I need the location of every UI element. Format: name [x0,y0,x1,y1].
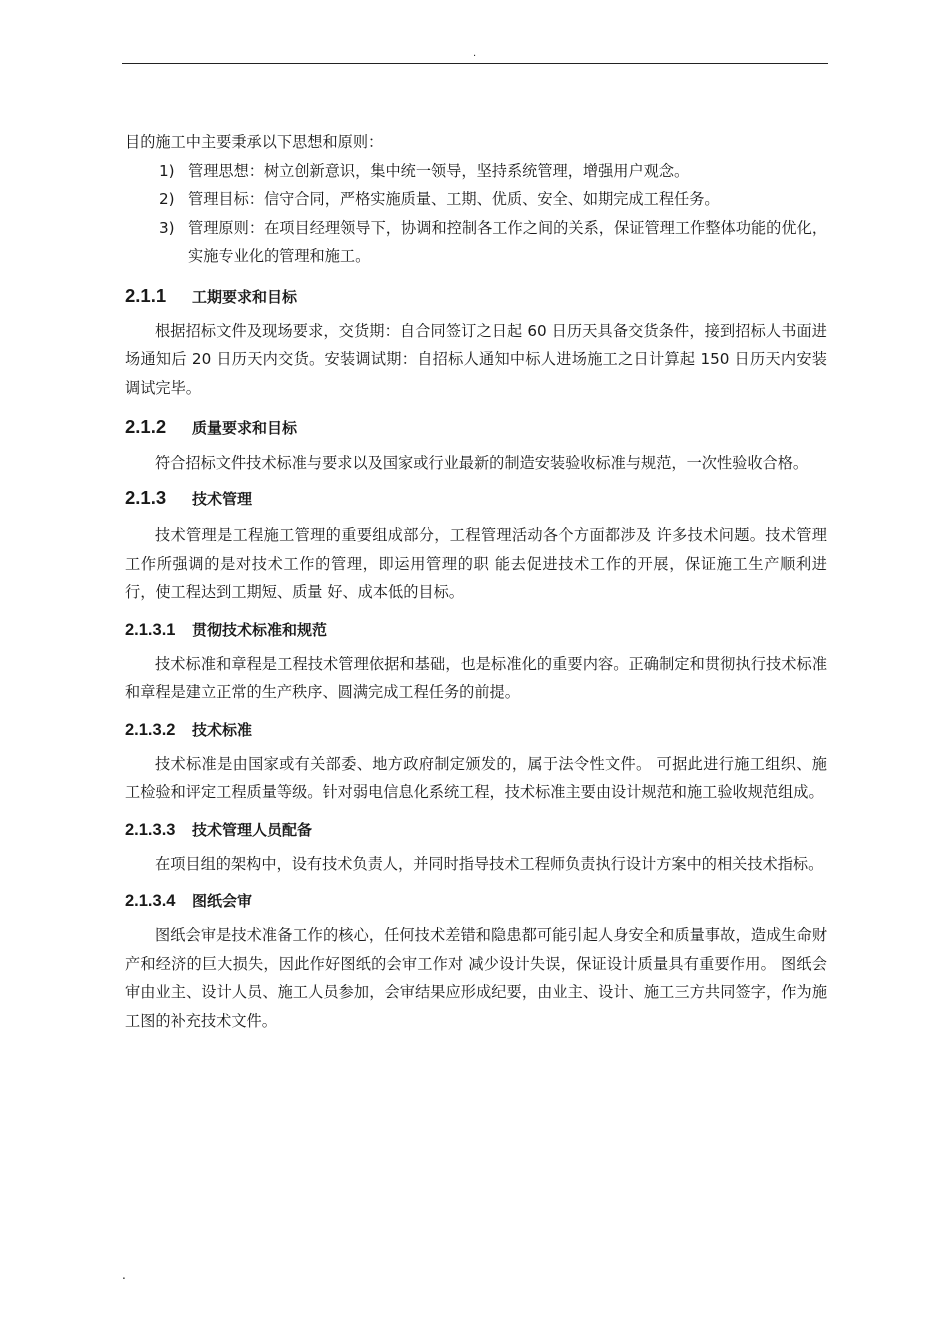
section-title: 质量要求和目标 [192,419,298,437]
list-text: 管理原则：在项目经理领导下，协调和控制各工作之间的关系，保证管理工作整体功能的优化，实施专业化的管理和施工。 [188,218,827,265]
subsection-heading [125,619,827,640]
section-number: 2.1.1 [125,284,167,306]
section-body: 根据招标文件及现场要求，交货期：自合同签订之日起 60 日历天具备交货条件，接到招标人书面进场通知后 20 日历天内交货。安装调试期：自招标人通知中标人进场施工之日计算起 150 日历天内安装调试完毕。 [125,321,827,397]
page-content [125,128,827,1035]
footer-mark: . [122,1268,126,1282]
section-number: 2.1.3.4 [125,892,176,910]
section-title: 贯彻技术标准和规范 [192,620,328,639]
subsection-heading [125,890,827,911]
list-text: 管理目标：信守合同，严格实施质量、工期、优质、安全、如期完成工程任务。 [188,190,720,208]
section-body: 在项目组的架构中，设有技术负责人，并同时指导技术工程师负责执行设计方案中的相关技术指标。 [155,854,824,873]
section-number: 2.1.2 [125,416,167,437]
section-title: 技术管理人员配备 [192,820,313,839]
principles-list [125,157,827,271]
section-body: 图纸会审是技术准备工作的核心，任何技术差错和隐患都可能引起人身安全和质量事故，造成生命财产和经济的巨大损失，因此作好图纸的会审工作对 减少设计失误，保证设计质量具有重要作用。 图纸会审由业主、设计人员、施工人员参加，会审结果应形成纪要，由业主、设计、施工三方共同签字，作为施工图的补充技术文件。 [125,926,827,1030]
section-body: 符合招标文件技术标准与要求以及国家或行业最新的制造安装验收标准与规范，一次性验收合格。 [155,454,809,472]
section-number: 2.1.3.1 [125,620,176,639]
list-number: 2) [159,190,175,208]
list-number: 1) [159,161,175,180]
section-heading [125,487,827,509]
section-heading [125,285,827,307]
section-title: 图纸会审 [192,892,253,910]
section-title: 工期要求和目标 [192,287,298,306]
intro-paragraph: 目的施工中主要秉承以下思想和原则： [125,133,384,151]
list-number: 3) [159,218,175,237]
list-item [125,157,827,186]
list-text: 管理思想：树立创新意识，集中统一领导，坚持系统管理，增强用户观念。 [188,161,690,180]
header-rule [122,63,828,64]
section-title: 技术标准 [192,720,253,739]
section-number: 2.1.3.3 [125,820,176,839]
section-body: 技术标准是由国家或有关部委、地方政府制定颁发的，属于法令性文件。 可据此进行施工组织、施工检验和评定工程质量等级。针对弱电信息化系统工程，技术标准主要由设计规范和施工验收规范组成。 [125,754,827,801]
header-mark: . [473,48,477,59]
list-item [125,214,827,271]
section-number: 2.1.3 [125,487,167,508]
section-heading [125,416,827,438]
section-body: 技术管理是工程施工管理的重要组成部分，工程管理活动各个方面都涉及 许多技术问题。技术管理工作所强调的是对技术工作的管理，即运用管理的职 能去促进技术工作的开展，保证施工生产顺利进行，使工程达到工期短、质量 好、成本低的目标。 [125,526,827,601]
list-item [125,185,827,214]
section-number: 2.1.3.2 [125,720,176,739]
subsection-heading [125,819,827,840]
section-title: 技术管理 [192,490,253,508]
section-body: 技术标准和章程是工程技术管理依据和基础，也是标准化的重要内容。正确制定和贯彻执行技术标准和章程是建立正常的生产秩序、圆满完成工程任务的前提。 [125,654,827,701]
subsection-heading [125,719,827,740]
